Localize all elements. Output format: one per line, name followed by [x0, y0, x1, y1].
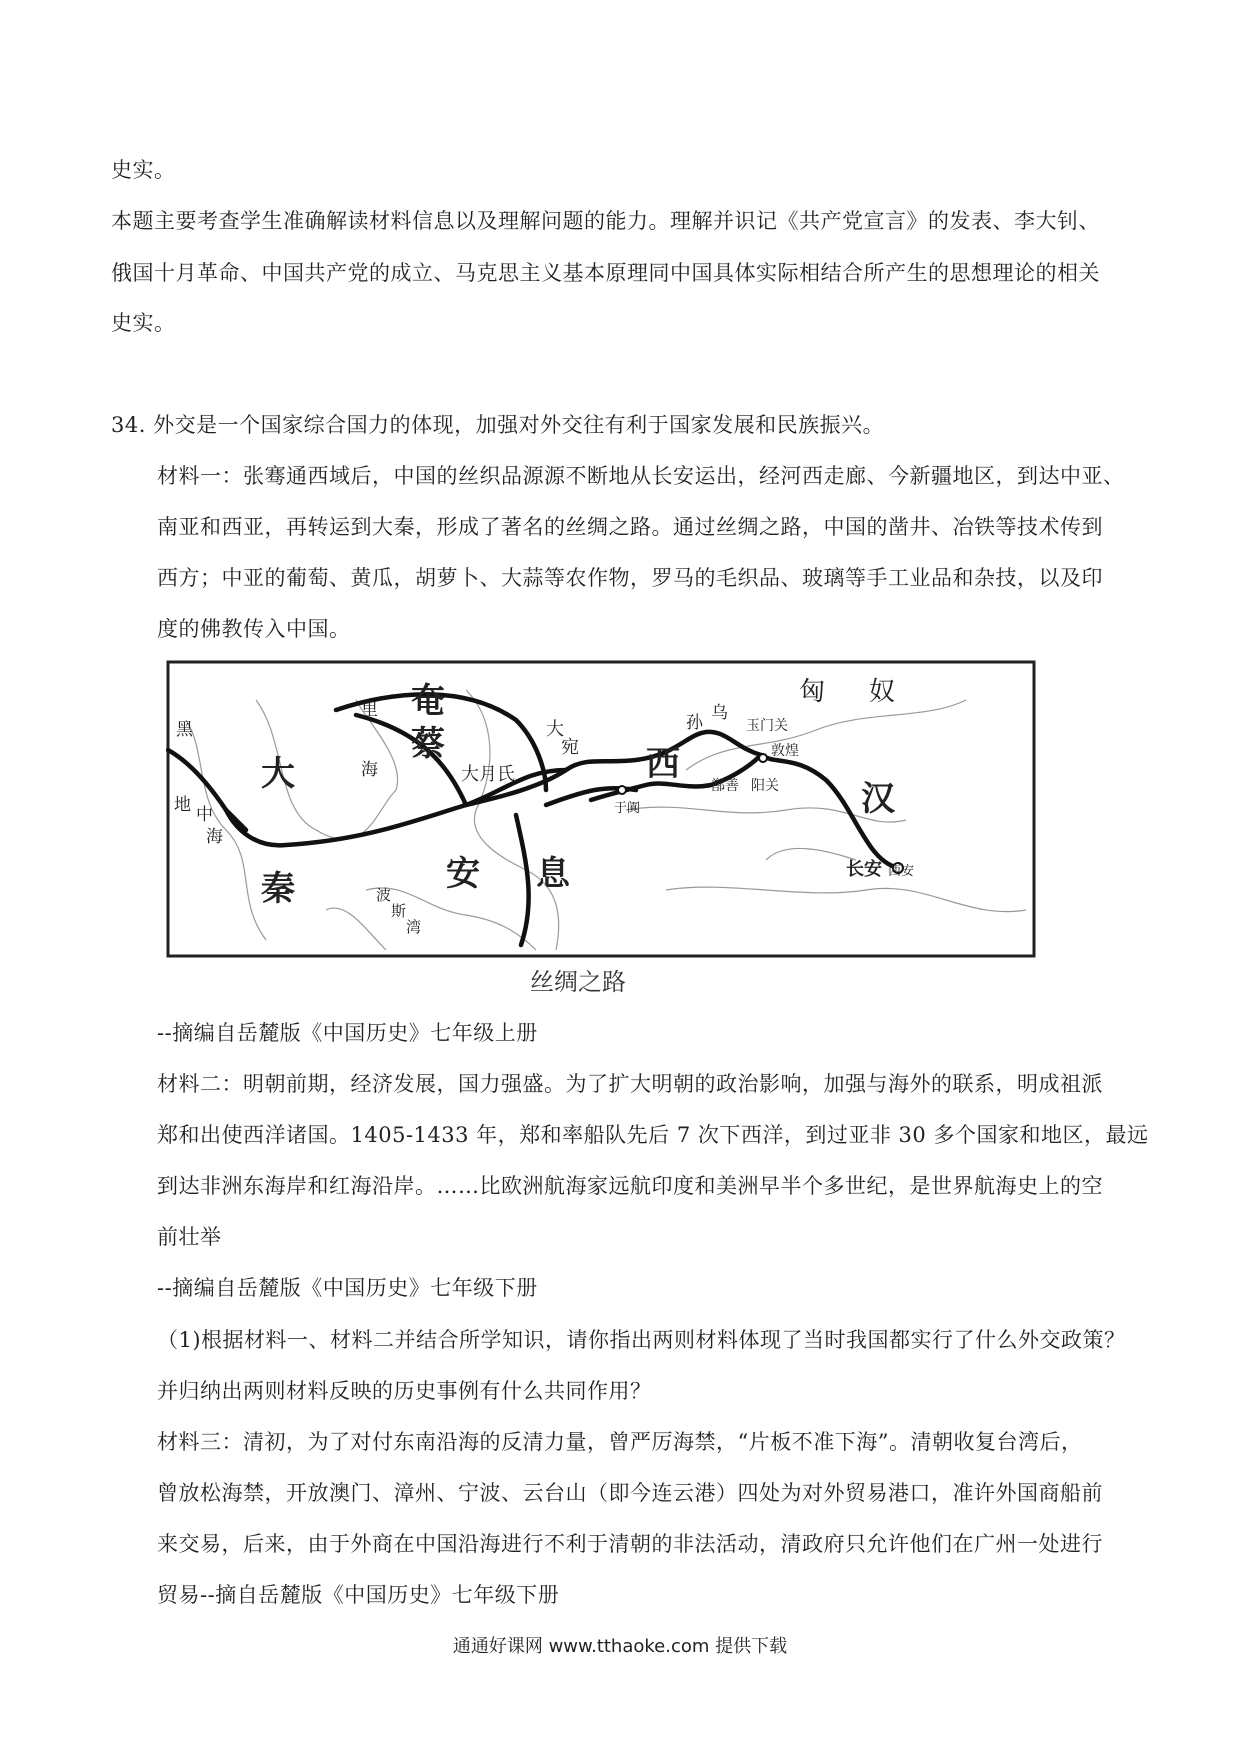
map-label: 中 — [196, 805, 213, 825]
map-label: 秦 — [261, 869, 295, 909]
map-label: 斯 — [391, 902, 407, 920]
map-label: 湾 — [406, 918, 422, 936]
text-line: 史实。 — [111, 158, 176, 182]
material-3-line: 材料三：清初，为了对付东南沿海的反清力量，曾严厉海禁，“片板不准下海”。清朝收复台湾后， — [157, 1430, 1083, 1454]
sub-question-line: （1)根据材料一、材料二并结合所学知识，请你指出两则材料体现了当时我国都实行了什么外交政策？ — [157, 1328, 1126, 1352]
label-han: 汉 — [861, 779, 895, 819]
label-dayuan: 大 — [546, 719, 564, 740]
material-3-line: 曾放松海禁，开放澳门、漳州、宁波、云台山（即今连云港）四处为对外贸易港口，准许外国商船前 — [157, 1481, 1103, 1505]
map-label: 蔡 — [411, 724, 445, 764]
label-yumenguan: 玉门关 — [746, 718, 788, 734]
material-1-line: 材料一：张骞通西域后，中国的丝织品源源不断地从长安运出，经河西走廊、今新疆地区，到达中亚、 — [157, 464, 1125, 488]
label-xian: 西安 — [888, 864, 915, 879]
label-dunhuang: 敦煌 — [771, 743, 799, 759]
label-dayuezhi: 大月氏 — [461, 764, 515, 785]
label-daqin: 大 — [261, 754, 295, 794]
label-yutian: 于阗 — [614, 801, 641, 816]
material-2-line: 郑和出使西洋诸国。1405-1433 年，郑和率船队先后 7 次下西洋，到过亚非 30 多个国家和地区，最远 — [157, 1123, 1149, 1147]
map-label: 宛 — [561, 737, 579, 758]
question-stem: 34. 外交是一个国家综合国力的体现，加强对外交往有利于国家发展和民族振兴。 — [111, 413, 885, 437]
silk-road-map — [166, 660, 1036, 960]
material-2-line: 材料二：明朝前期，经济发展，国力强盛。为了扩大明朝的政治影响，加强与海外的联系，明成祖派 — [157, 1072, 1103, 1096]
text-line: 史实。 — [111, 311, 176, 335]
label-dizhonghai: 地 — [174, 795, 191, 815]
text-line: 俄国十月革命、中国共产党的成立、马克思主义基本原理同中国具体实际相结合所产生的思想理论的相关 — [111, 261, 1100, 285]
label-heihai: 黑 — [176, 720, 193, 740]
label-lihai: 里 — [361, 700, 378, 720]
label-anxi: 安 — [446, 854, 480, 894]
source-citation: --摘编自岳麓版《中国历史》七年级下册 — [157, 1276, 538, 1300]
label-shanshan: 鄯善 — [711, 778, 739, 794]
label-xiongnu: 匈 — [799, 677, 826, 707]
map-label: 奴 — [869, 677, 896, 707]
source-citation: --摘编自岳麓版《中国历史》七年级上册 — [157, 1021, 538, 1045]
material-3-line: 贸易--摘自岳麓版《中国历史》七年级下册 — [157, 1583, 560, 1607]
map-caption: 丝绸之路 — [530, 968, 626, 996]
sub-question-line: 并归纳出两则材料反映的历史事例有什么共同作用？ — [157, 1379, 652, 1403]
map-label: 海 — [206, 827, 223, 847]
material-2-line: 到达非洲东海岸和红海沿岸。……比欧洲航海家远航印度和美洲早半个多世纪，是世界航海史上的空 — [157, 1174, 1103, 1198]
material-1-line: 南亚和西亚，再转运到大秦，形成了著名的丝绸之路。通过丝绸之路，中国的凿井、冶铁等技术传到 — [157, 515, 1103, 539]
material-1-line: 西方；中亚的葡萄、黄瓜，胡萝卜、大蒜等农作物，罗马的毛织品、玻璃等手工业品和杂技，以及印 — [157, 566, 1103, 590]
label-yancai: 奄 — [411, 681, 445, 721]
label-xiyu: 西 — [646, 744, 680, 784]
text-line: 本题主要考查学生准确解读材料信息以及理解问题的能力。理解并识记《共产党宣言》的发表、李大钊、 — [111, 209, 1100, 233]
label-changan: 长安 — [846, 859, 882, 880]
material-2-line: 前壮举 — [157, 1225, 222, 1249]
page-footer: 通通好课网 www.tthaoke.com 提供下载 — [452, 1636, 788, 1657]
material-1-line: 度的佛教传入中国。 — [157, 617, 351, 641]
yutian-marker — [618, 786, 626, 794]
label-bosiwan: 波 — [376, 886, 392, 904]
dunhuang-marker — [759, 754, 767, 762]
map-label: 海 — [361, 760, 378, 780]
map-label: 孙 — [686, 713, 703, 733]
label-yangguan: 阳关 — [751, 778, 779, 794]
map-frame — [168, 662, 1034, 956]
label-wusun: 乌 — [711, 703, 728, 723]
map-label: 息 — [536, 854, 570, 894]
material-3-line: 来交易，后来，由于外商在中国沿海进行不利于清朝的非法活动，清政府只允许他们在广州一处进行 — [157, 1532, 1103, 1556]
